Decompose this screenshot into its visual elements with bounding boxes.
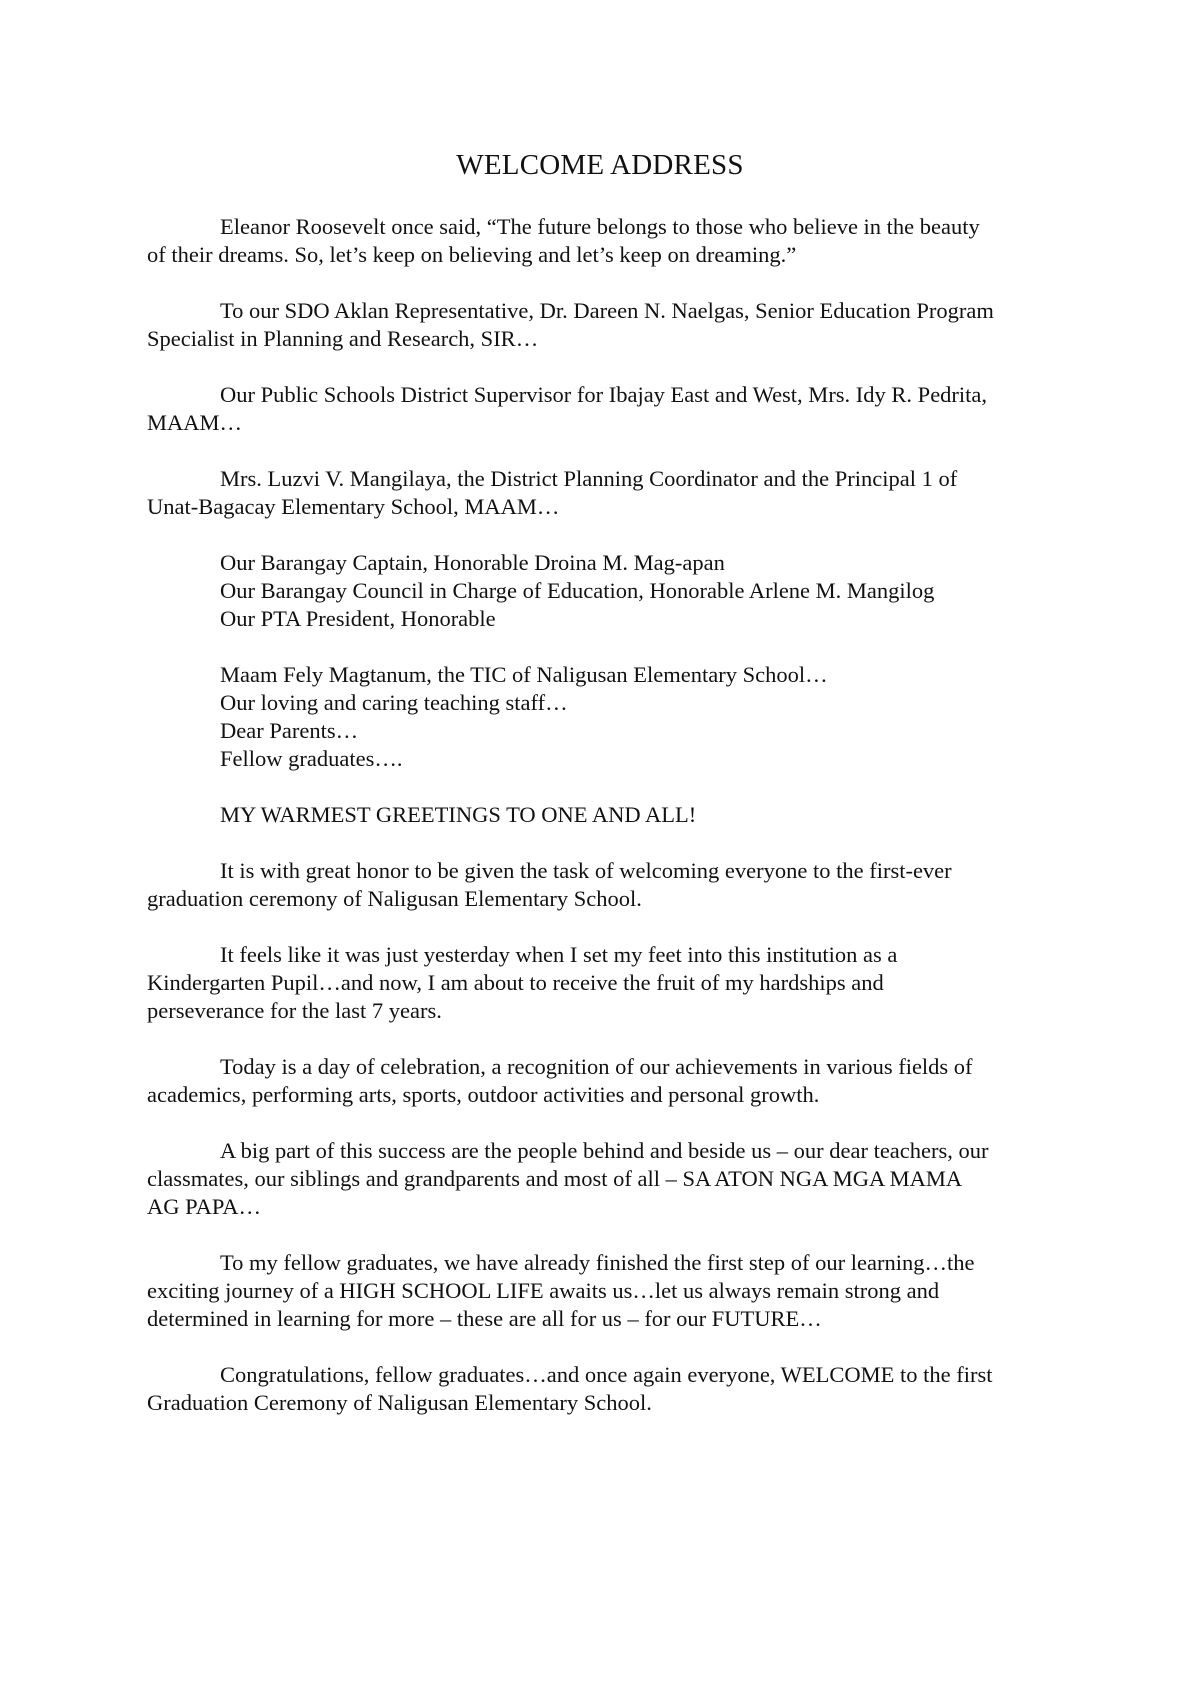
paragraph-congratulations: Congratulations, fellow graduates…and once again everyone, WELCOME to the first Graduation Ceremony of Naligusan Elementary School.	[147, 1362, 993, 1415]
document-body	[147, 213, 1067, 1445]
paragraph-celebration: Today is a day of celebration, a recognition of our achievements in various fields of academics, performing arts, sports, outdoor activities and personal growth.	[147, 1054, 973, 1107]
list-item: Our PTA President, Honorable	[220, 606, 496, 631]
paragraph-roosevelt-quote: Eleanor Roosevelt once said, “The future belongs to those who believe in the beauty of their dreams. So, let’s keep on believing and let’s keep on dreaming.”	[147, 214, 980, 267]
officials-list	[220, 549, 1067, 633]
greeting-line	[220, 801, 1067, 829]
paragraph-fellow-graduates: To my fellow graduates, we have already finished the first step of our learning…the exciting journey of a HIGH SCHOOL LIFE awaits us…let us always remain strong and determined in learning for more – these are all for us – for our FUTURE…	[147, 1250, 975, 1331]
document-title: WELCOME ADDRESS	[456, 149, 744, 181]
paragraph-sdo-representative: To our SDO Aklan Representative, Dr. Dareen N. Naelgas, Senior Education Program Specialist in Planning and Research, SIR…	[147, 298, 994, 351]
paragraph-kindergarten: It feels like it was just yesterday when I set my feet into this institution as a Kindergarten Pupil…and now, I am about to receive the fruit of my hardships and perseverance for the last 7 years.	[147, 942, 898, 1023]
paragraph-people-behind-success: A big part of this success are the people behind and beside us – our dear teachers, our classmates, our siblings and grandparents and most of all – SA ATON NGA MGA MAMA AG PAPA…	[147, 1138, 989, 1219]
acknowledgements-list	[220, 661, 1067, 773]
list-item: Fellow graduates….	[220, 746, 403, 771]
paragraph-district-supervisor: Our Public Schools District Supervisor for Ibajay East and West, Mrs. Idy R. Pedrita, MAAM…	[147, 382, 988, 435]
list-item: Our Barangay Council in Charge of Education, Honorable Arlene M. Mangilog	[220, 578, 935, 603]
greeting-text: MY WARMEST GREETINGS TO ONE AND ALL!	[220, 802, 697, 827]
paragraph-honor: It is with great honor to be given the task of welcoming everyone to the first-ever graduation ceremony of Naligusan Elementary School.	[147, 858, 952, 911]
list-item: Maam Fely Magtanum, the TIC of Naligusan Elementary School…	[220, 662, 828, 687]
list-item: Dear Parents…	[220, 718, 359, 743]
list-item: Our Barangay Captain, Honorable Droina M. Mag-apan	[220, 550, 725, 575]
paragraph-planning-coordinator: Mrs. Luzvi V. Mangilaya, the District Planning Coordinator and the Principal 1 of Unat-Bagacay Elementary School, MAAM…	[147, 466, 958, 519]
list-item: Our loving and caring teaching staff…	[220, 690, 568, 715]
